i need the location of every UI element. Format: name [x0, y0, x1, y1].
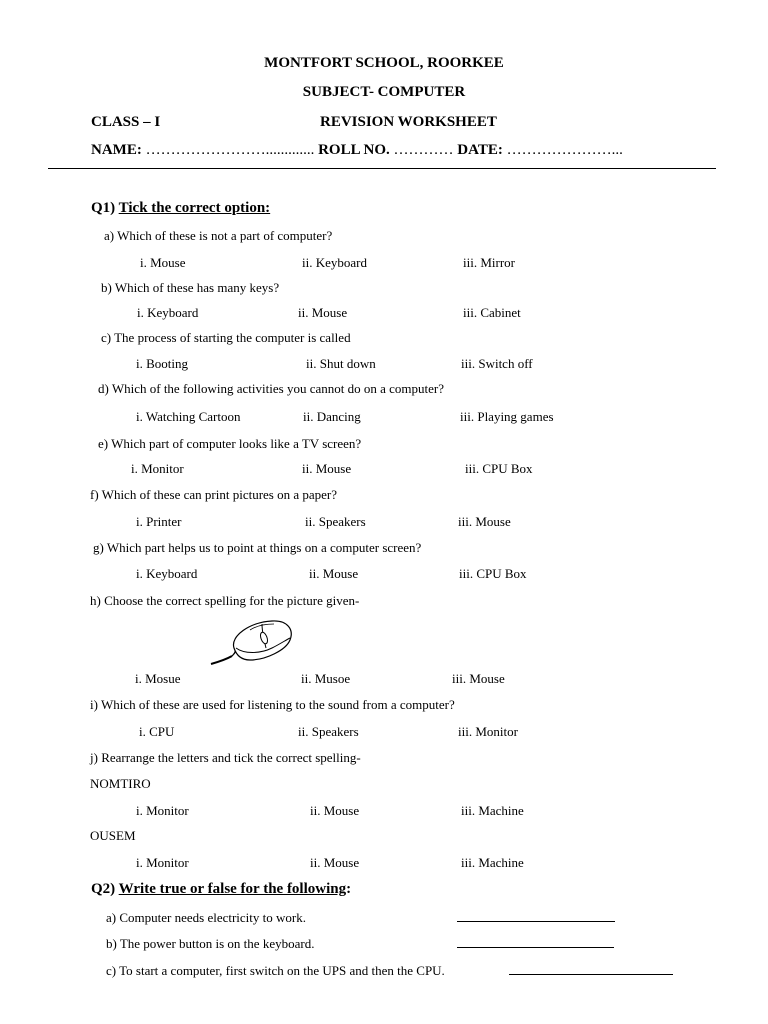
option-i-3[interactable]: iii. Monitor: [458, 724, 518, 739]
option-j2-2[interactable]: ii. Mouse: [310, 855, 360, 870]
q1-number: Q1): [91, 200, 116, 216]
option-d-1[interactable]: i. Watching Cartoon: [136, 409, 241, 424]
question-g: g) Which part helps us to point at things on a computer screen?: [93, 540, 422, 555]
option-j2-3[interactable]: iii. Machine: [461, 855, 524, 870]
option-g-3[interactable]: iii. CPU Box: [459, 566, 527, 581]
name-blank[interactable]: …………………….............: [141, 142, 315, 158]
question-h: h) Choose the correct spelling for the picture given-: [90, 593, 360, 608]
roll-label: ROLL NO.: [314, 142, 390, 158]
q2-heading: [91, 881, 351, 898]
student-info-line: [91, 142, 623, 159]
option-a-2[interactable]: ii. Keyboard: [302, 255, 367, 270]
question-i: i) Which of these are used for listening to the sound from a computer?: [90, 697, 455, 712]
option-c-1[interactable]: i. Booting: [136, 356, 189, 371]
option-c-3[interactable]: iii. Switch off: [461, 356, 533, 371]
option-e-1[interactable]: i. Monitor: [131, 461, 184, 476]
option-b-1[interactable]: i. Keyboard: [137, 305, 199, 320]
option-j1-1[interactable]: i. Monitor: [136, 803, 189, 818]
question-d: d) Which of the following activities you cannot do on a computer?: [98, 381, 444, 396]
q2-title: Write true or false for the following: [118, 881, 347, 897]
question-c: c) The process of starting the computer is called: [101, 330, 351, 345]
question-f: f) Which of these can print pictures on a paper?: [90, 487, 338, 502]
subject-title: SUBJECT- COMPUTER: [302, 84, 466, 100]
option-g-2[interactable]: ii. Mouse: [309, 566, 359, 581]
question-j: j) Rearrange the letters and tick the correct spelling-: [90, 750, 361, 765]
school-name: MONTFORT SCHOOL, ROORKEE: [264, 55, 504, 71]
date-blank[interactable]: …………………...: [502, 142, 623, 158]
option-i-2[interactable]: ii. Speakers: [298, 724, 359, 739]
tf-answer-b[interactable]: [457, 935, 614, 948]
option-b-2[interactable]: ii. Mouse: [298, 305, 348, 320]
option-j2-1[interactable]: i. Monitor: [136, 855, 189, 870]
option-f-1[interactable]: i. Printer: [136, 514, 182, 529]
option-a-3[interactable]: iii. Mirror: [463, 255, 515, 270]
question-a: a) Which of these is not a part of computer?: [104, 228, 333, 243]
tf-answer-a[interactable]: [457, 909, 615, 922]
worksheet-title: REVISION WORKSHEET: [320, 114, 497, 130]
tf-item-a: a) Computer needs electricity to work.: [106, 910, 306, 925]
option-a-1[interactable]: i. Mouse: [140, 255, 186, 270]
jumble-word-1: NOMTIRO: [90, 776, 151, 791]
class-label: CLASS – I: [91, 114, 161, 130]
tf-answer-c[interactable]: [509, 962, 673, 975]
option-f-3[interactable]: iii. Mouse: [458, 514, 511, 529]
option-c-2[interactable]: ii. Shut down: [306, 356, 376, 371]
option-j1-2[interactable]: ii. Mouse: [310, 803, 360, 818]
question-e: e) Which part of computer looks like a TV screen?: [98, 436, 362, 451]
computer-mouse-icon: [210, 618, 300, 673]
tf-item-c: c) To start a computer, first switch on the UPS and then the CPU.: [106, 963, 445, 978]
question-b: b) Which of these has many keys?: [101, 280, 280, 295]
option-d-2[interactable]: ii. Dancing: [303, 409, 361, 424]
option-g-1[interactable]: i. Keyboard: [136, 566, 198, 581]
option-e-2[interactable]: ii. Mouse: [302, 461, 352, 476]
option-h-3[interactable]: iii. Mouse: [452, 671, 505, 686]
option-h-1[interactable]: i. Mosue: [135, 671, 181, 686]
q1-title: Tick the correct option:: [118, 200, 271, 216]
option-i-1[interactable]: i. CPU: [139, 724, 175, 739]
jumble-word-2: OUSEM: [90, 828, 136, 843]
option-e-3[interactable]: iii. CPU Box: [465, 461, 533, 476]
option-b-3[interactable]: iii. Cabinet: [463, 305, 521, 320]
option-f-2[interactable]: ii. Speakers: [305, 514, 366, 529]
header-divider: [48, 168, 716, 169]
option-d-3[interactable]: iii. Playing games: [460, 409, 554, 424]
q2-colon: :: [346, 881, 352, 897]
date-label: DATE:: [457, 142, 503, 158]
q2-number: Q2): [91, 881, 116, 897]
roll-blank[interactable]: …………: [389, 142, 454, 158]
q1-heading: [91, 200, 270, 217]
name-label: NAME:: [91, 142, 142, 158]
option-h-2[interactable]: ii. Musoe: [301, 671, 351, 686]
option-j1-3[interactable]: iii. Machine: [461, 803, 524, 818]
tf-item-b: b) The power button is on the keyboard.: [106, 936, 315, 951]
